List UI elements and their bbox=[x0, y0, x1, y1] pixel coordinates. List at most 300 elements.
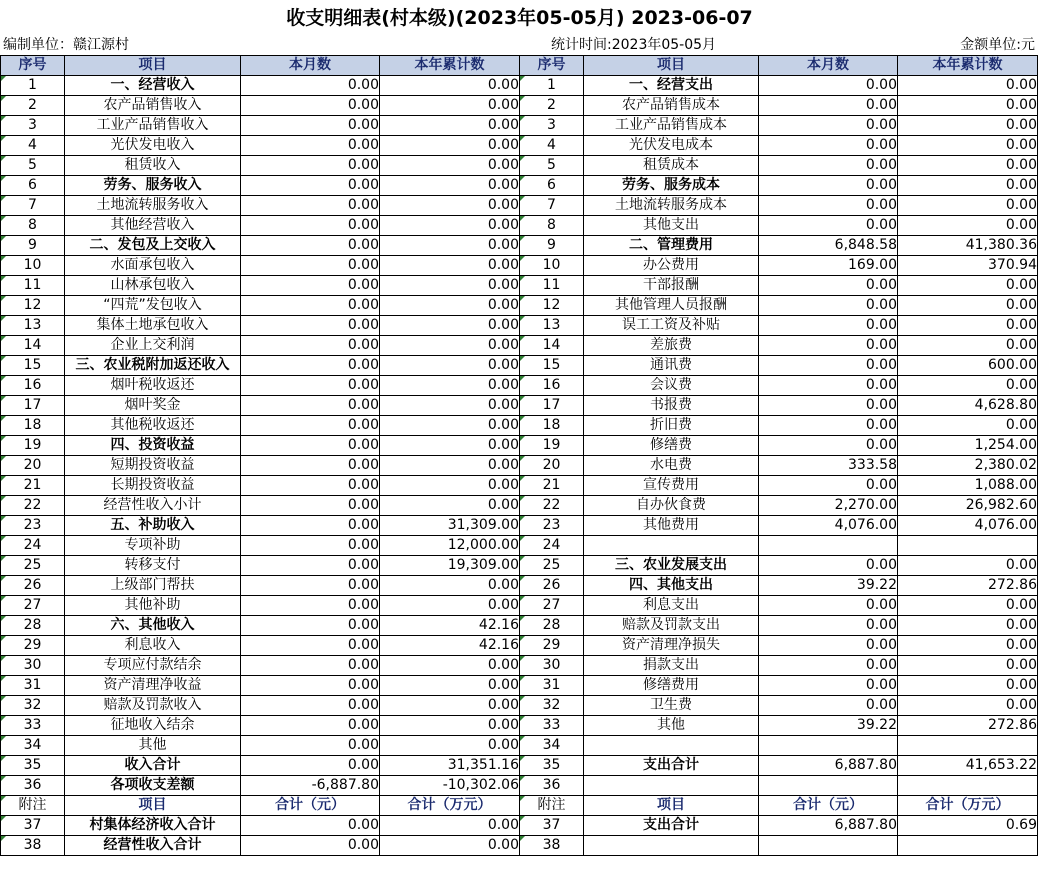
expense-ytd: 0.00 bbox=[898, 596, 1038, 616]
income-seq: 15 bbox=[1, 356, 65, 376]
unit-label: 编制单位：赣江源村 bbox=[3, 37, 129, 53]
income-item: 集体土地承包收入 bbox=[65, 316, 241, 336]
income-item: 水面承包收入 bbox=[65, 256, 241, 276]
expense-item: 利息支出 bbox=[584, 596, 759, 616]
table-row bbox=[1, 696, 1038, 716]
expense-month: 2,270.00 bbox=[759, 496, 898, 516]
expense-seq: 34 bbox=[520, 736, 584, 756]
table-row bbox=[1, 636, 1038, 656]
table-row bbox=[1, 456, 1038, 476]
expense-item: 其他支出 bbox=[584, 216, 759, 236]
summary-wan: 0.69 bbox=[898, 816, 1038, 836]
summary-seq: 37 bbox=[1, 816, 65, 836]
income-item: 企业上交利润 bbox=[65, 336, 241, 356]
expense-month: 39.22 bbox=[759, 576, 898, 596]
expense-item: 租赁成本 bbox=[584, 156, 759, 176]
income-item: 二、发包及上交收入 bbox=[65, 236, 241, 256]
income-seq: 31 bbox=[1, 676, 65, 696]
income-month: 0.00 bbox=[241, 216, 380, 236]
income-seq: 16 bbox=[1, 376, 65, 396]
income-item: 其他 bbox=[65, 736, 241, 756]
expense-item: 工业产品销售成本 bbox=[584, 116, 759, 136]
income-seq: 34 bbox=[1, 736, 65, 756]
income-seq: 25 bbox=[1, 556, 65, 576]
table-row bbox=[1, 236, 1038, 256]
footer-header-item: 项目 bbox=[65, 796, 241, 816]
expense-ytd: 2,380.02 bbox=[898, 456, 1038, 476]
expense-item: 资产清理净损失 bbox=[584, 636, 759, 656]
income-item: “四荒”发包收入 bbox=[65, 296, 241, 316]
expense-item: 误工工资及补贴 bbox=[584, 316, 759, 336]
expense-month: 0.00 bbox=[759, 136, 898, 156]
expense-seq: 9 bbox=[520, 236, 584, 256]
expense-item: 书报费 bbox=[584, 396, 759, 416]
summary-yuan: 0.00 bbox=[241, 816, 380, 836]
income-month: 0.00 bbox=[241, 516, 380, 536]
expense-item: 光伏发电成本 bbox=[584, 136, 759, 156]
table-row bbox=[1, 216, 1038, 236]
header-item: 项目 bbox=[584, 56, 759, 76]
income-seq: 3 bbox=[1, 116, 65, 136]
expense-month: 0.00 bbox=[759, 296, 898, 316]
expense-ytd: 0.00 bbox=[898, 116, 1038, 136]
income-month: 0.00 bbox=[241, 96, 380, 116]
table-row bbox=[1, 436, 1038, 456]
income-ytd: 0.00 bbox=[380, 396, 520, 416]
income-ytd: 12,000.00 bbox=[380, 536, 520, 556]
expense-item: 会议费 bbox=[584, 376, 759, 396]
expense-ytd: 26,982.60 bbox=[898, 496, 1038, 516]
expense-item: 水电费 bbox=[584, 456, 759, 476]
income-item: 烟叶税收返还 bbox=[65, 376, 241, 396]
expense-ytd: 0.00 bbox=[898, 136, 1038, 156]
expense-month: 0.00 bbox=[759, 116, 898, 136]
expense-seq: 35 bbox=[520, 756, 584, 776]
income-month: 0.00 bbox=[241, 716, 380, 736]
income-month: 0.00 bbox=[241, 576, 380, 596]
income-seq: 9 bbox=[1, 236, 65, 256]
income-seq: 22 bbox=[1, 496, 65, 516]
expense-seq: 36 bbox=[520, 776, 584, 796]
income-item: 五、补助收入 bbox=[65, 516, 241, 536]
expense-item: 折旧费 bbox=[584, 416, 759, 436]
expense-ytd bbox=[898, 536, 1038, 556]
expense-month: 0.00 bbox=[759, 176, 898, 196]
expense-month: 4,076.00 bbox=[759, 516, 898, 536]
expense-item: 差旅费 bbox=[584, 336, 759, 356]
expense-seq: 7 bbox=[520, 196, 584, 216]
table-row bbox=[1, 396, 1038, 416]
expense-item: 农产品销售成本 bbox=[584, 96, 759, 116]
income-ytd: -10,302.06 bbox=[380, 776, 520, 796]
expense-month: 0.00 bbox=[759, 596, 898, 616]
table-row bbox=[1, 416, 1038, 436]
expense-month: 0.00 bbox=[759, 696, 898, 716]
income-ytd: 0.00 bbox=[380, 136, 520, 156]
footer-header-wan: 合计（万元） bbox=[898, 796, 1038, 816]
expense-item: 劳务、服务成本 bbox=[584, 176, 759, 196]
income-ytd: 0.00 bbox=[380, 116, 520, 136]
income-seq: 5 bbox=[1, 156, 65, 176]
income-seq: 4 bbox=[1, 136, 65, 156]
expense-month: 0.00 bbox=[759, 656, 898, 676]
table-row bbox=[1, 116, 1038, 136]
expense-ytd bbox=[898, 736, 1038, 756]
income-seq: 24 bbox=[1, 536, 65, 556]
income-month: 0.00 bbox=[241, 316, 380, 336]
expense-month: 0.00 bbox=[759, 76, 898, 96]
income-seq: 27 bbox=[1, 596, 65, 616]
income-item: 资产清理净收益 bbox=[65, 676, 241, 696]
income-month: 0.00 bbox=[241, 616, 380, 636]
income-month: 0.00 bbox=[241, 336, 380, 356]
income-month: 0.00 bbox=[241, 76, 380, 96]
income-seq: 19 bbox=[1, 436, 65, 456]
income-seq: 13 bbox=[1, 316, 65, 336]
expense-item: 四、其他支出 bbox=[584, 576, 759, 596]
expense-seq: 30 bbox=[520, 656, 584, 676]
expense-seq: 29 bbox=[520, 636, 584, 656]
expense-month: 0.00 bbox=[759, 556, 898, 576]
table-row bbox=[1, 496, 1038, 516]
header-month: 本月数 bbox=[759, 56, 898, 76]
table-row bbox=[1, 616, 1038, 636]
expense-seq: 18 bbox=[520, 416, 584, 436]
table-row bbox=[1, 556, 1038, 576]
income-item: 专项应付款结余 bbox=[65, 656, 241, 676]
expense-ytd: 0.00 bbox=[898, 676, 1038, 696]
expense-ytd: 272.86 bbox=[898, 576, 1038, 596]
table-row bbox=[1, 136, 1038, 156]
table-row bbox=[1, 196, 1038, 216]
expense-ytd: 1,088.00 bbox=[898, 476, 1038, 496]
income-ytd: 0.00 bbox=[380, 596, 520, 616]
summary-yuan bbox=[759, 836, 898, 856]
expense-ytd: 0.00 bbox=[898, 276, 1038, 296]
expense-month: 0.00 bbox=[759, 616, 898, 636]
income-ytd: 0.00 bbox=[380, 676, 520, 696]
income-seq: 20 bbox=[1, 456, 65, 476]
income-seq: 33 bbox=[1, 716, 65, 736]
summary-item bbox=[584, 836, 759, 856]
expense-seq: 1 bbox=[520, 76, 584, 96]
income-month: 0.00 bbox=[241, 536, 380, 556]
expense-seq: 33 bbox=[520, 716, 584, 736]
summary-item: 村集体经济收入合计 bbox=[65, 816, 241, 836]
income-ytd: 0.00 bbox=[380, 236, 520, 256]
table-row bbox=[1, 676, 1038, 696]
income-seq: 7 bbox=[1, 196, 65, 216]
income-ytd: 0.00 bbox=[380, 436, 520, 456]
income-month: 0.00 bbox=[241, 136, 380, 156]
footer-header-yuan: 合计（元） bbox=[241, 796, 380, 816]
income-ytd: 0.00 bbox=[380, 196, 520, 216]
income-seq: 10 bbox=[1, 256, 65, 276]
income-month: 0.00 bbox=[241, 296, 380, 316]
income-seq: 23 bbox=[1, 516, 65, 536]
income-ytd: 0.00 bbox=[380, 296, 520, 316]
expense-month: 0.00 bbox=[759, 156, 898, 176]
expense-item: 三、农业发展支出 bbox=[584, 556, 759, 576]
expense-ytd: 0.00 bbox=[898, 196, 1038, 216]
expense-month: 0.00 bbox=[759, 216, 898, 236]
table-row bbox=[1, 76, 1038, 96]
income-ytd: 31,309.00 bbox=[380, 516, 520, 536]
expense-ytd: 0.00 bbox=[898, 96, 1038, 116]
income-item: 其他税收返还 bbox=[65, 416, 241, 436]
income-item: 收入合计 bbox=[65, 756, 241, 776]
expense-seq: 31 bbox=[520, 676, 584, 696]
income-item: 赔款及罚款收入 bbox=[65, 696, 241, 716]
expense-seq: 5 bbox=[520, 156, 584, 176]
income-item: 专项补助 bbox=[65, 536, 241, 556]
expense-month: 169.00 bbox=[759, 256, 898, 276]
income-ytd: 0.00 bbox=[380, 456, 520, 476]
expense-item: 支出合计 bbox=[584, 756, 759, 776]
summary-yuan: 6,887.80 bbox=[759, 816, 898, 836]
table-row bbox=[1, 256, 1038, 276]
expense-item: 卫生费 bbox=[584, 696, 759, 716]
expense-seq: 3 bbox=[520, 116, 584, 136]
expense-month bbox=[759, 736, 898, 756]
expense-item: 赔款及罚款支出 bbox=[584, 616, 759, 636]
summary-item: 经营性收入合计 bbox=[65, 836, 241, 856]
income-month: 0.00 bbox=[241, 656, 380, 676]
expense-seq: 16 bbox=[520, 376, 584, 396]
income-item: 上级部门帮扶 bbox=[65, 576, 241, 596]
expense-item: 土地流转服务成本 bbox=[584, 196, 759, 216]
expense-month: 0.00 bbox=[759, 476, 898, 496]
expense-seq: 25 bbox=[520, 556, 584, 576]
expense-ytd: 4,628.80 bbox=[898, 396, 1038, 416]
table-row bbox=[1, 356, 1038, 376]
table-row bbox=[1, 336, 1038, 356]
expense-ytd: 0.00 bbox=[898, 616, 1038, 636]
expense-seq: 4 bbox=[520, 136, 584, 156]
header-ytd: 本年累计数 bbox=[898, 56, 1038, 76]
expense-item: 其他管理人员报酬 bbox=[584, 296, 759, 316]
income-month: 0.00 bbox=[241, 416, 380, 436]
table-row bbox=[1, 596, 1038, 616]
income-item: 烟叶奖金 bbox=[65, 396, 241, 416]
expense-ytd: 41,653.22 bbox=[898, 756, 1038, 776]
expense-month: 0.00 bbox=[759, 196, 898, 216]
expense-seq: 21 bbox=[520, 476, 584, 496]
expense-seq: 27 bbox=[520, 596, 584, 616]
income-item: 经营性收入小计 bbox=[65, 496, 241, 516]
expense-seq: 22 bbox=[520, 496, 584, 516]
income-ytd: 0.00 bbox=[380, 256, 520, 276]
table-row bbox=[1, 716, 1038, 736]
income-ytd: 0.00 bbox=[380, 376, 520, 396]
header-seq: 序号 bbox=[1, 56, 65, 76]
footer-header-row bbox=[1, 796, 1038, 816]
table-row bbox=[1, 776, 1038, 796]
expense-month: 0.00 bbox=[759, 676, 898, 696]
expense-item: 干部报酬 bbox=[584, 276, 759, 296]
income-month: 0.00 bbox=[241, 196, 380, 216]
income-ytd: 0.00 bbox=[380, 156, 520, 176]
income-month: 0.00 bbox=[241, 436, 380, 456]
expense-ytd: 0.00 bbox=[898, 76, 1038, 96]
expense-ytd: 0.00 bbox=[898, 216, 1038, 236]
expense-month: 0.00 bbox=[759, 276, 898, 296]
report-title: 收支明细表(村本级)(2023年05-05月) 2023-06-07 bbox=[286, 7, 753, 29]
table-row bbox=[1, 316, 1038, 336]
income-ytd: 0.00 bbox=[380, 476, 520, 496]
income-ytd: 0.00 bbox=[380, 576, 520, 596]
income-item: 山林承包收入 bbox=[65, 276, 241, 296]
income-ytd: 0.00 bbox=[380, 696, 520, 716]
income-item: 利息收入 bbox=[65, 636, 241, 656]
summary-wan: 0.00 bbox=[380, 816, 520, 836]
table-row bbox=[1, 836, 1038, 856]
income-seq: 14 bbox=[1, 336, 65, 356]
income-ytd: 0.00 bbox=[380, 496, 520, 516]
income-seq: 29 bbox=[1, 636, 65, 656]
income-ytd: 42.16 bbox=[380, 616, 520, 636]
income-month: 0.00 bbox=[241, 396, 380, 416]
income-seq: 1 bbox=[1, 76, 65, 96]
expense-ytd: 1,254.00 bbox=[898, 436, 1038, 456]
summary-wan: 0.00 bbox=[380, 836, 520, 856]
income-ytd: 0.00 bbox=[380, 336, 520, 356]
income-seq: 36 bbox=[1, 776, 65, 796]
expense-month: 6,887.80 bbox=[759, 756, 898, 776]
income-item: 工业产品销售收入 bbox=[65, 116, 241, 136]
expense-ytd: 0.00 bbox=[898, 336, 1038, 356]
income-ytd: 0.00 bbox=[380, 176, 520, 196]
income-month: 0.00 bbox=[241, 376, 380, 396]
expense-item: 通讯费 bbox=[584, 356, 759, 376]
expense-ytd: 0.00 bbox=[898, 416, 1038, 436]
expense-month bbox=[759, 536, 898, 556]
expense-seq: 2 bbox=[520, 96, 584, 116]
income-month: 0.00 bbox=[241, 696, 380, 716]
table-row bbox=[1, 476, 1038, 496]
expense-month: 0.00 bbox=[759, 376, 898, 396]
income-item: 土地流转服务收入 bbox=[65, 196, 241, 216]
expense-seq: 28 bbox=[520, 616, 584, 636]
income-ytd: 19,309.00 bbox=[380, 556, 520, 576]
income-month: 0.00 bbox=[241, 676, 380, 696]
income-item: 光伏发电收入 bbox=[65, 136, 241, 156]
expense-seq: 14 bbox=[520, 336, 584, 356]
income-item: 劳务、服务收入 bbox=[65, 176, 241, 196]
currency-label: 金额单位:元 bbox=[960, 37, 1035, 53]
expense-item: 捐款支出 bbox=[584, 656, 759, 676]
header-item: 项目 bbox=[65, 56, 241, 76]
income-ytd: 0.00 bbox=[380, 356, 520, 376]
expense-item: 一、经营支出 bbox=[584, 76, 759, 96]
income-item: 农产品销售收入 bbox=[65, 96, 241, 116]
income-month: 0.00 bbox=[241, 476, 380, 496]
expense-ytd: 272.86 bbox=[898, 716, 1038, 736]
income-item: 转移支付 bbox=[65, 556, 241, 576]
table-row bbox=[1, 736, 1038, 756]
period-label: 统计时间:2023年05-05月 bbox=[551, 37, 717, 53]
income-item: 征地收入结余 bbox=[65, 716, 241, 736]
header-seq: 序号 bbox=[520, 56, 584, 76]
expense-ytd: 0.00 bbox=[898, 556, 1038, 576]
summary-item: 支出合计 bbox=[584, 816, 759, 836]
expense-item bbox=[584, 736, 759, 756]
expense-ytd: 0.00 bbox=[898, 176, 1038, 196]
income-month: -6,887.80 bbox=[241, 776, 380, 796]
income-seq: 32 bbox=[1, 696, 65, 716]
table-row bbox=[1, 756, 1038, 776]
expense-item: 宣传费用 bbox=[584, 476, 759, 496]
summary-yuan: 0.00 bbox=[241, 836, 380, 856]
expense-ytd: 41,380.36 bbox=[898, 236, 1038, 256]
expense-seq: 11 bbox=[520, 276, 584, 296]
expense-seq: 32 bbox=[520, 696, 584, 716]
table-row bbox=[1, 276, 1038, 296]
expense-seq: 17 bbox=[520, 396, 584, 416]
income-seq: 2 bbox=[1, 96, 65, 116]
income-ytd: 0.00 bbox=[380, 216, 520, 236]
income-seq: 18 bbox=[1, 416, 65, 436]
income-item: 其他经营收入 bbox=[65, 216, 241, 236]
income-ytd: 0.00 bbox=[380, 416, 520, 436]
income-month: 0.00 bbox=[241, 456, 380, 476]
table-row bbox=[1, 536, 1038, 556]
income-ytd: 0.00 bbox=[380, 316, 520, 336]
expense-month: 0.00 bbox=[759, 356, 898, 376]
expense-ytd: 0.00 bbox=[898, 636, 1038, 656]
income-seq: 30 bbox=[1, 656, 65, 676]
income-item: 四、投资收益 bbox=[65, 436, 241, 456]
expense-month: 0.00 bbox=[759, 96, 898, 116]
expense-month: 6,848.58 bbox=[759, 236, 898, 256]
expense-seq: 23 bbox=[520, 516, 584, 536]
table-row bbox=[1, 816, 1038, 836]
income-seq: 21 bbox=[1, 476, 65, 496]
income-month: 0.00 bbox=[241, 496, 380, 516]
expense-seq: 20 bbox=[520, 456, 584, 476]
header-ytd: 本年累计数 bbox=[380, 56, 520, 76]
income-item: 各项收支差额 bbox=[65, 776, 241, 796]
table-row bbox=[1, 516, 1038, 536]
footer-note-label: 附注 bbox=[520, 796, 584, 816]
income-month: 0.00 bbox=[241, 236, 380, 256]
table-row bbox=[1, 176, 1038, 196]
income-month: 0.00 bbox=[241, 176, 380, 196]
income-seq: 28 bbox=[1, 616, 65, 636]
header-row bbox=[1, 56, 1038, 76]
income-ytd: 0.00 bbox=[380, 716, 520, 736]
income-seq: 8 bbox=[1, 216, 65, 236]
expense-seq: 8 bbox=[520, 216, 584, 236]
income-item: 租赁收入 bbox=[65, 156, 241, 176]
expense-ytd: 0.00 bbox=[898, 696, 1038, 716]
expense-item: 修缮费 bbox=[584, 436, 759, 456]
income-ytd: 42.16 bbox=[380, 636, 520, 656]
expense-ytd: 370.94 bbox=[898, 256, 1038, 276]
income-ytd: 0.00 bbox=[380, 736, 520, 756]
expense-seq: 10 bbox=[520, 256, 584, 276]
table-row bbox=[1, 96, 1038, 116]
income-seq: 11 bbox=[1, 276, 65, 296]
expense-seq: 6 bbox=[520, 176, 584, 196]
expense-seq: 13 bbox=[520, 316, 584, 336]
expense-ytd: 0.00 bbox=[898, 316, 1038, 336]
summary-seq: 38 bbox=[520, 836, 584, 856]
footer-header-item: 项目 bbox=[584, 796, 759, 816]
income-month: 0.00 bbox=[241, 756, 380, 776]
income-item: 六、其他收入 bbox=[65, 616, 241, 636]
expense-month: 333.58 bbox=[759, 456, 898, 476]
